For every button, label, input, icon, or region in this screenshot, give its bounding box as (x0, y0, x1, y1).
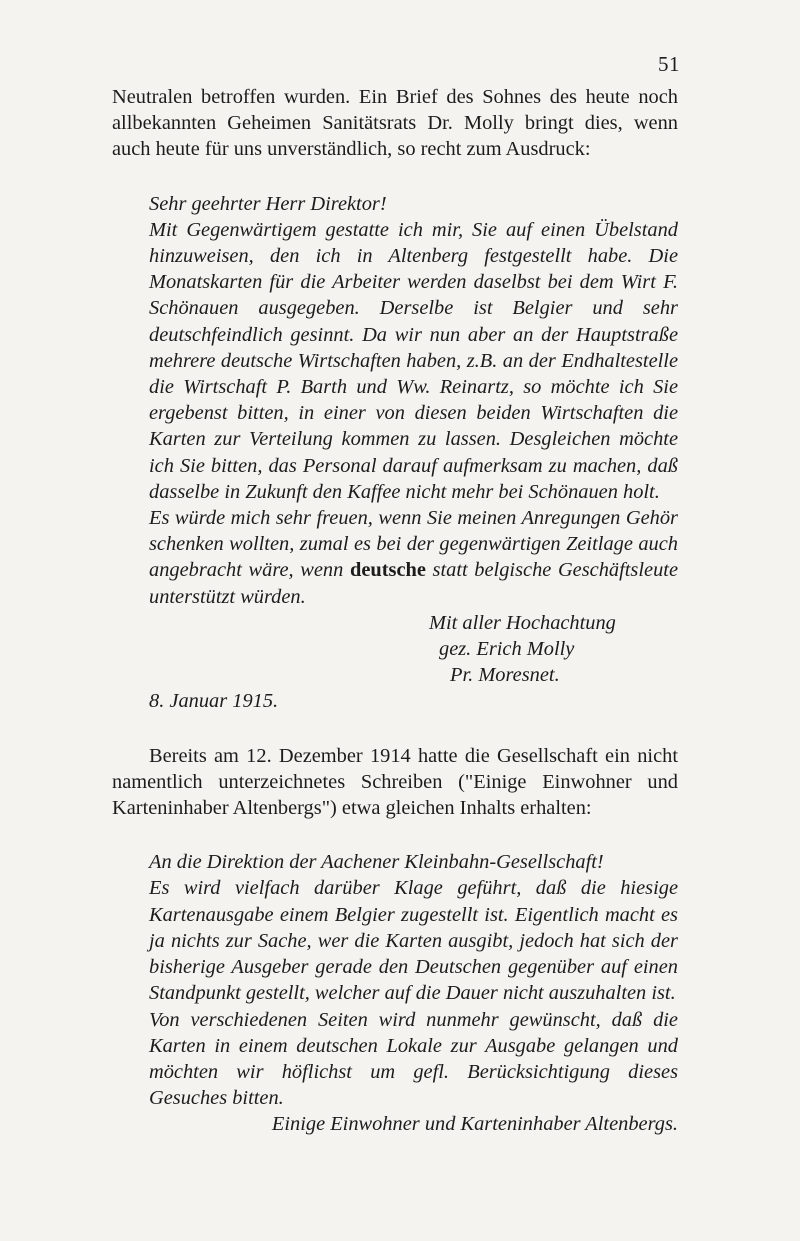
intro-line-3: auch heute für uns unverständlich, so recht zum Ausdruck: (112, 138, 591, 161)
letter2-paragraph-2: Von verschiedenen Seiten wird nunmehr gewünscht, daß die Karten in einem deutschen Lokale zur Ausgabe gelangen und möchten wir höflichst um gefl. Berücksichtigung dieses Gesuches bitten. (149, 1008, 678, 1110)
page-body (112, 84, 678, 1138)
letter1-paragraph-2-end: statt belgische Geschäftsleute unterstützt würden. (149, 559, 678, 608)
letter1-date: 8. Januar 1915. (149, 690, 279, 713)
letter1-signature: gez. Erich Molly (439, 638, 575, 661)
middle-paragraph: Bereits am 12. Dezember 1914 hatte die Gesellschaft ein nicht namentlich unterzeichnetes Schreiben ("Einige Einwohner und Karteninhaber Altenbergs") etwa gleichen Inhalts erhalten: (112, 744, 678, 820)
letter-molly (112, 191, 678, 715)
letter2-signature: Einige Einwohner und Karteninhaber Altenbergs. (271, 1113, 678, 1136)
page-number: 51 (658, 52, 680, 76)
letter1-place: Pr. Moresnet. (450, 664, 560, 687)
letter1-closing: Mit aller Hochachtung (429, 611, 616, 634)
letter1-paragraph-2 (149, 505, 678, 610)
letter1-paragraph-2-start: Es würde mich sehr freuen, wenn Sie meinen Anregungen Gehör schenken wollten, zumal es bei der gegenwärtigen Zeitlage auch angebracht wäre, wenn (149, 507, 678, 582)
intro-line-1: Neutralen betroffen wurden. Ein Brief des Sohnes des heute noch (112, 86, 678, 108)
letter1-salutation: Sehr geehrter Herr Direktor! (149, 192, 387, 215)
letter1-closing-block (149, 610, 678, 689)
letter2-salutation: An die Direktion der Aachener Kleinbahn-Gesellschaft! (149, 851, 604, 874)
letter-anonymous (112, 849, 678, 1137)
intro-line-2: allbekannten Geheimen Sanitätsrats Dr. Molly bringt dies, wenn (112, 112, 678, 135)
letter1-paragraph-1: Mit Gegenwärtigem gestatte ich mir, Sie auf einen Übelstand hinzuweisen, den ich in Altenberg festgestellt habe. Die Monatskarten für die Arbeiter werden daselbst bei dem Wirt F. Schönauen ausgegeben. Derselbe ist Belgier und sehr deutschfeindlich gesinnt. Da wir nun aber an der Hauptstraße mehrere deutsche Wirtschaften haben, z.B. an der Endhaltestelle die Wirtschaft P. Barth und Ww. Reinartz, so möchte ich Sie ergebenst bitten, in einer von diesen beiden Wirtschaften die Karten zur Verteilung kommen zu lassen. Desgleichen möchte ich Sie bitten, das Personal darauf aufmerksam zu machen, daß dasselbe in Zukunft den Kaffee nicht mehr bei Schönauen holt. (149, 218, 678, 503)
letter1-bold-word: deutsche (349, 559, 426, 582)
letter2-paragraph-1: Es wird vielfach darüber Klage geführt, daß die hiesige Kartenausgabe einem Belgier zugestellt ist. Eigentlich macht es ja nichts zur Sache, wer die Karten ausgibt, jedoch hat sich der bisherige Ausgeber gerade den Deutschen gegenüber auf einen Standpunkt gestellt, welcher auf die Dauer nicht auszuhalten ist. (149, 877, 678, 1005)
